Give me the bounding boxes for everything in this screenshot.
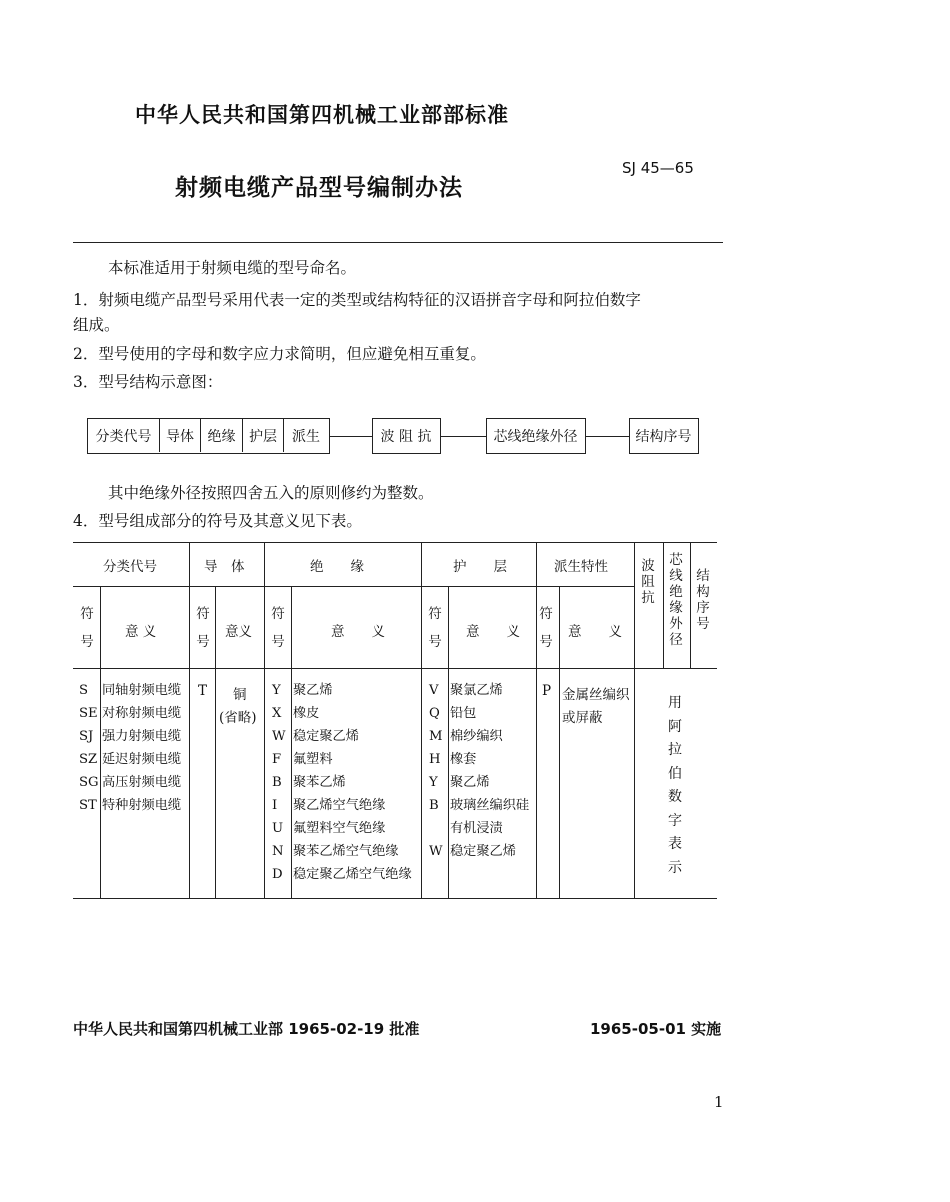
list-item: H <box>429 752 441 767</box>
diagram-cell-category: 分类代号 <box>95 428 152 445</box>
item-1-line-2: 组成。 <box>73 316 120 334</box>
list-item: 聚乙烯 <box>450 775 490 790</box>
table-col-line <box>100 586 101 898</box>
conductor-meaning-note: (省略) <box>219 710 257 726</box>
list-item: 稳定聚乙烯 <box>293 729 359 744</box>
insulation-symbols <box>272 679 286 886</box>
list-item: 聚苯乙烯空气绝缘 <box>293 844 399 859</box>
diagram-impedance-label: 波 阻 抗 <box>380 428 432 445</box>
item-2: 2．型号使用的字母和数字应力求简明，但应避免相互重复。 <box>73 345 486 363</box>
subheader-symbol: 符号 <box>80 606 94 650</box>
category-meanings <box>102 679 181 817</box>
list-item: SZ <box>79 752 98 767</box>
numeric-representation-note: 用阿拉伯数字表示 <box>668 695 682 876</box>
organization-standard: 中华人民共和国第四机械工业部部标准 <box>135 103 509 127</box>
table-col-line <box>421 542 422 898</box>
category-symbols <box>79 679 99 817</box>
list-item: Y <box>429 775 438 790</box>
diagram-core-label: 芯线绝缘外径 <box>493 428 578 445</box>
item-1-line-1: 1．射频电缆产品型号采用代表一定的类型或结构特征的汉语拼音字母和阿拉伯数字 <box>73 291 641 309</box>
conductor-symbol: T <box>198 683 208 699</box>
list-item: U <box>272 821 284 836</box>
table-rule <box>73 586 634 587</box>
page-number: 1 <box>714 1093 724 1111</box>
diagram-connector <box>441 436 486 437</box>
diagram-group-box <box>87 418 330 454</box>
list-item: 聚氯乙烯 <box>450 683 503 698</box>
list-item: B <box>272 775 282 790</box>
sheath-symbols <box>429 679 443 863</box>
list-item: SG <box>79 775 99 790</box>
intro-paragraph: 本标准适用于射频电缆的型号命名。 <box>108 259 357 277</box>
list-item: 橡皮 <box>293 706 320 721</box>
list-item: B <box>429 798 439 813</box>
subheader-meaning: 意 义 <box>466 624 520 640</box>
list-item: 玻璃丝编织硅 <box>450 798 530 813</box>
list-item: M <box>429 729 443 744</box>
table-rule <box>73 898 717 899</box>
list-item: V <box>429 683 439 698</box>
list-item: W <box>272 729 286 744</box>
header-serial: 结构序号 <box>696 568 710 632</box>
header-impedance: 波阻抗 <box>641 558 655 606</box>
header-conductor: 导 体 <box>204 559 245 575</box>
subheader-symbol: 符号 <box>539 606 553 650</box>
list-item: N <box>272 844 284 859</box>
list-item: SJ <box>79 729 94 744</box>
list-item: SE <box>79 706 98 721</box>
table-col-line <box>448 586 449 898</box>
list-item: I <box>272 798 278 813</box>
diagram-connector <box>586 436 629 437</box>
approval-line: 中华人民共和国第四机械工业部 1965-02-19 批准 <box>73 1020 420 1038</box>
subheader-meaning: 意 义 <box>568 624 622 640</box>
list-item: 高压射频电缆 <box>102 775 182 790</box>
subheader-meaning: 意 义 <box>331 624 385 640</box>
subheader-meaning: 意 义 <box>125 624 157 640</box>
table-col-line <box>690 542 691 668</box>
derived-meaning-note: 或屏蔽 <box>562 710 603 726</box>
header-rule <box>73 242 723 243</box>
list-item: 强力射频电缆 <box>102 729 182 744</box>
list-item: 延迟射频电缆 <box>102 752 182 767</box>
table-col-line <box>559 586 560 898</box>
table-col-line <box>663 542 664 668</box>
rounding-note: 其中绝缘外径按照四舍五入的原则修约为整数。 <box>108 484 434 502</box>
list-item: 氟塑料空气绝缘 <box>293 821 386 836</box>
symbol-table <box>73 542 717 899</box>
list-item: 聚乙烯 <box>293 683 333 698</box>
diagram-serial-box <box>629 418 699 454</box>
sheath-meanings <box>450 679 529 863</box>
header-sheath: 护 层 <box>453 559 507 575</box>
table-col-line <box>264 542 265 898</box>
list-item: 氟塑料 <box>293 752 333 767</box>
list-item: ST <box>79 798 97 813</box>
table-col-line <box>536 542 537 898</box>
list-item: 稳定聚乙烯空气绝缘 <box>293 867 412 882</box>
diagram-connector <box>330 436 372 437</box>
list-item: 聚乙烯空气绝缘 <box>293 798 386 813</box>
table-col-line <box>634 542 635 898</box>
list-item: 稳定聚乙烯 <box>450 844 516 859</box>
diagram-cell-derived: 派生 <box>283 419 328 452</box>
header-insulation: 绝 缘 <box>310 559 364 575</box>
document-title: 射频电缆产品型号编制办法 <box>175 175 463 201</box>
list-item: F <box>272 752 282 767</box>
list-item: 对称射频电缆 <box>102 706 182 721</box>
list-item: Y <box>272 683 281 698</box>
conductor-meaning: 铜 <box>233 687 247 703</box>
table-col-line <box>291 586 292 898</box>
table-rule <box>73 668 717 669</box>
list-item: W <box>429 844 443 859</box>
subheader-symbol: 符号 <box>428 606 442 650</box>
item-4: 4．型号组成部分的符号及其意义见下表。 <box>73 512 362 530</box>
list-item: 聚苯乙烯 <box>293 775 346 790</box>
diagram-serial-label: 结构序号 <box>635 428 692 445</box>
diagram-cell-sheath: 护层 <box>242 419 283 452</box>
diagram-core-box <box>486 418 586 454</box>
diagram-cell-conductor: 导体 <box>159 419 200 452</box>
header-category: 分类代号 <box>103 559 157 575</box>
header-core-diameter: 芯线绝缘外径 <box>669 552 683 648</box>
list-item: D <box>272 867 283 882</box>
subheader-symbol: 符号 <box>196 606 210 650</box>
list-item: Q <box>429 706 440 721</box>
list-item: 铅包 <box>450 706 477 721</box>
header-derived: 派生特性 <box>554 559 608 575</box>
list-item: 有机浸渍 <box>450 821 503 836</box>
item-3: 3．型号结构示意图： <box>73 373 223 391</box>
table-col-line <box>215 586 216 898</box>
list-item <box>429 817 443 840</box>
diagram-cell-insulation: 绝缘 <box>200 419 242 452</box>
table-rule <box>73 542 717 543</box>
list-item: S <box>79 683 89 698</box>
diagram-impedance-box <box>372 418 441 454</box>
list-item: 同轴射频电缆 <box>102 683 182 698</box>
list-item: 特种射频电缆 <box>102 798 182 813</box>
standard-number: SJ 45—65 <box>622 159 694 177</box>
derived-symbol: P <box>542 683 552 699</box>
insulation-meanings <box>293 679 412 886</box>
subheader-symbol: 符号 <box>271 606 285 650</box>
derived-meaning: 金属丝编织 <box>562 687 630 703</box>
list-item: X <box>272 706 282 721</box>
list-item: 棉纱编织 <box>450 729 503 744</box>
effective-date: 1965-05-01 实施 <box>590 1020 722 1038</box>
subheader-meaning: 意义 <box>225 624 252 640</box>
table-col-line <box>189 542 190 898</box>
list-item: 橡套 <box>450 752 477 767</box>
